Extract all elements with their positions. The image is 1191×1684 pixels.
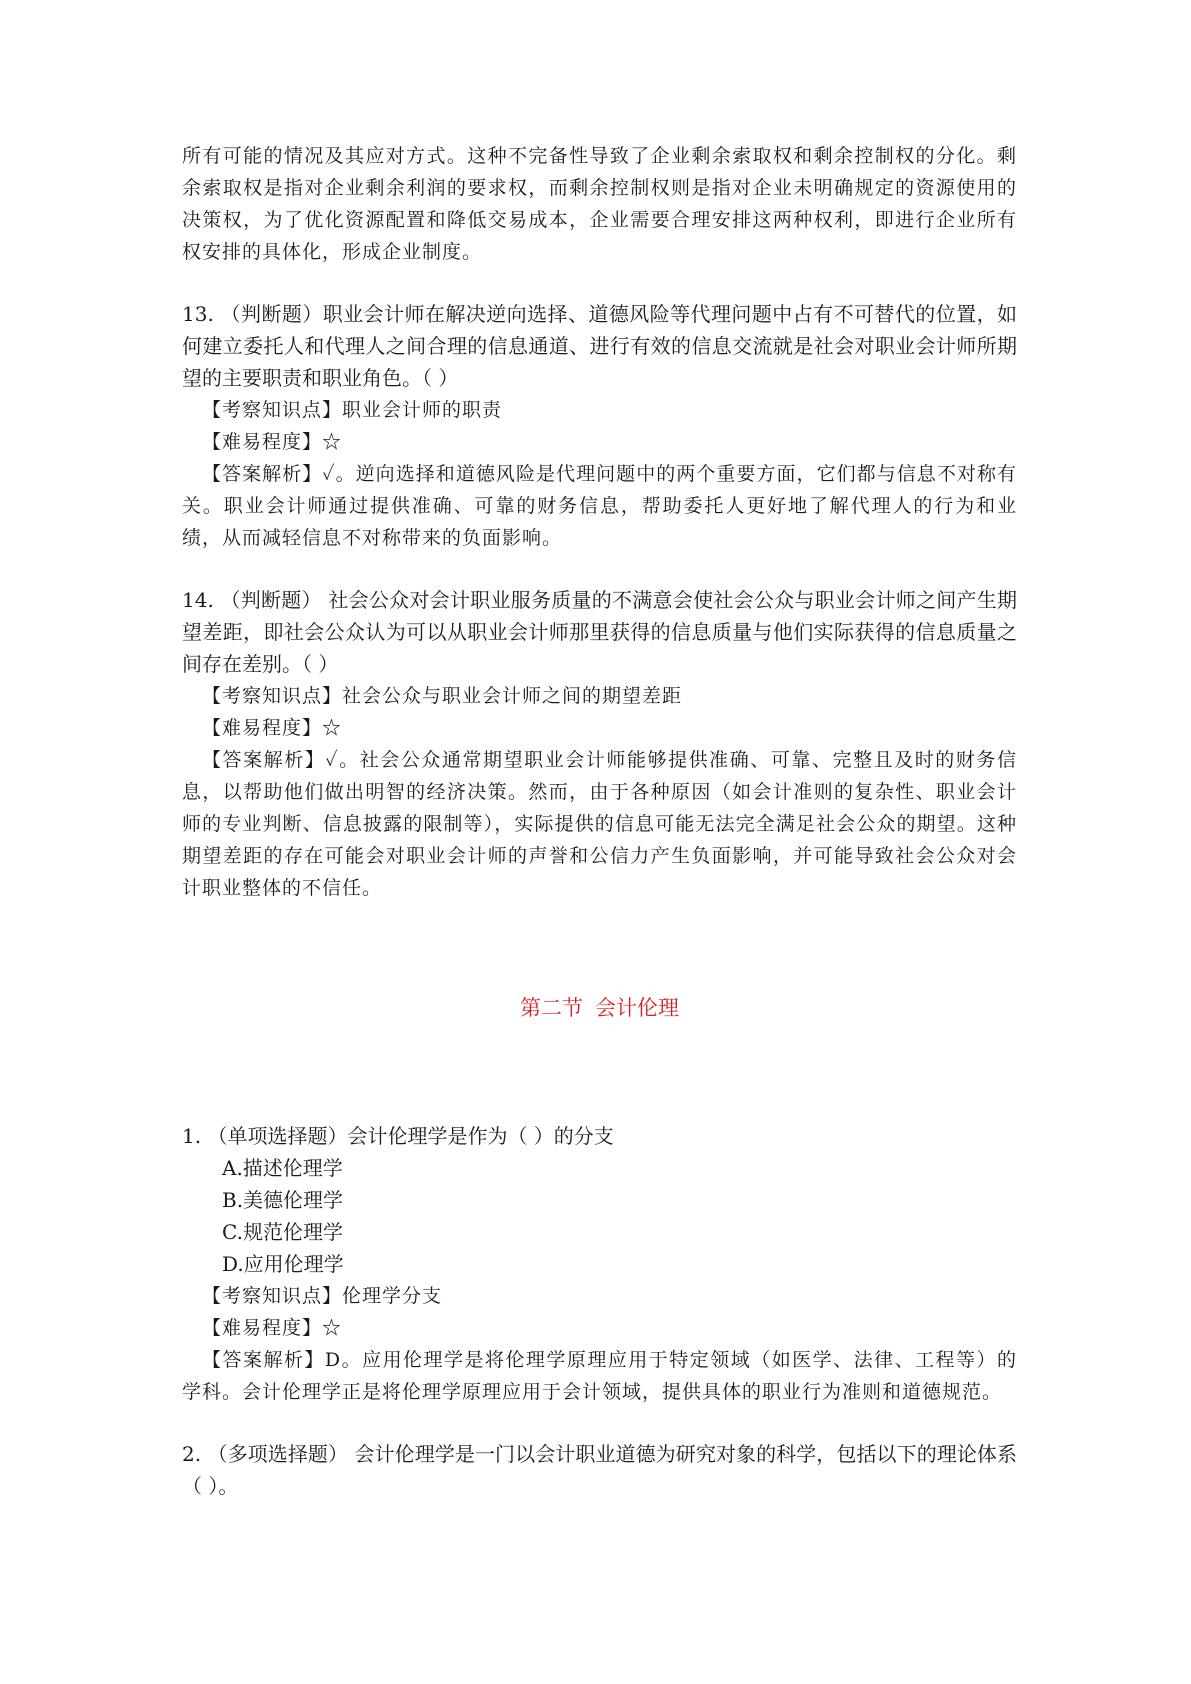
question-number: 13. xyxy=(182,302,214,326)
section-title: 会计伦理 xyxy=(595,996,679,1020)
question-stem xyxy=(182,1120,1017,1152)
analysis-text: ✓。社会公众通常期望职业会计师能够提供准确、可靠、完整且及时的财务信息，以帮助他们做出明智的经济决策。然而，由于各种原因（如会计准则的复杂性、职业会计师的专业判断、信息披露的限制等），实际提供的信息可能无法完全满足社会公众的期望。这种期望差距的存在可能会对职业会计师的声誉和公信力产生负面影响，并可能导致社会公众对会计职业整体的不信任。 xyxy=(182,749,1017,899)
analysis-text: D。应用伦理学是将伦理学原理应用于特定领域（如医学、法律、工程等）的学科。会计伦理学正是将伦理学原理应用于会计领域，提供具体的职业行为准则和道德规范。 xyxy=(182,1349,1017,1403)
question-text: 职业会计师在解决逆向选择、道德风险等代理问题中占有不可替代的位置，如何建立委托人和代理人之间合理的信息通道、进行有效的信息交流就是社会对职业会计师所期望的主要职责和职业角色。（ ） xyxy=(182,302,1018,390)
intro-paragraph: 所有可能的情况及其应对方式。这种不完备性导致了企业剩余索取权和剩余控制权的分化。剩余索取权是指对企业剩余利润的要求权，而剩余控制权则是指对企业未明确规定的资源使用的决策权，为了优化资源配置和降低交易成本，企业需要合理安排这两种权利，即进行企业所有权安排的具体化，形成企业制度。 xyxy=(182,145,1017,263)
knowledge-label: 【考察知识点】 xyxy=(202,685,343,707)
answer-analysis xyxy=(182,744,1017,904)
knowledge-point xyxy=(182,680,1017,712)
question-stem xyxy=(182,298,1017,394)
knowledge-value: 职业会计师的职责 xyxy=(342,399,503,421)
knowledge-value: 伦理学分支 xyxy=(342,1285,443,1307)
option-d: D.应用伦理学 xyxy=(222,1252,344,1276)
option-b: B.美德伦理学 xyxy=(222,1188,344,1212)
difficulty-label: 【难易程度】 xyxy=(202,717,323,739)
knowledge-point xyxy=(182,1280,1017,1312)
question-text: 社会公众对会计职业服务质量的不满意会使社会公众与职业会计师之间产生期望差距，即社会公众认为可以从职业会计师那里获得的信息质量与他们实际获得的信息质量之间存在差别。（ ） xyxy=(182,588,1018,676)
question-type: （判断题） xyxy=(220,302,323,326)
question-number: 14. xyxy=(182,588,214,612)
question-type: （单项选择题） xyxy=(207,1124,348,1148)
knowledge-point xyxy=(182,394,1017,426)
option-a: A.描述伦理学 xyxy=(222,1156,343,1180)
analysis-label: 【答案解析】 xyxy=(202,749,326,771)
difficulty-value: ☆ xyxy=(322,431,343,453)
difficulty xyxy=(182,712,1017,744)
difficulty-value: ☆ xyxy=(322,717,343,739)
question-13 xyxy=(182,298,1017,554)
section2-question-1 xyxy=(182,1120,1017,1408)
question-number: 2. xyxy=(182,1442,202,1466)
analysis-label: 【答案解析】 xyxy=(202,463,323,485)
question-number: 1. xyxy=(182,1124,202,1148)
question-type: （多项选择题） xyxy=(207,1442,349,1466)
question-stem xyxy=(182,1438,1017,1502)
difficulty-value: ☆ xyxy=(322,1317,343,1339)
difficulty-label: 【难易程度】 xyxy=(202,1317,323,1339)
section-heading xyxy=(182,992,1017,1024)
difficulty xyxy=(182,1312,1017,1344)
question-14 xyxy=(182,584,1017,904)
section-number: 第二节 xyxy=(520,996,583,1020)
difficulty-label: 【难易程度】 xyxy=(202,431,323,453)
question-stem xyxy=(182,584,1017,680)
question-text: 会计伦理学是作为（ ）的分支 xyxy=(347,1124,614,1148)
knowledge-label: 【考察知识点】 xyxy=(202,1285,343,1307)
analysis-label: 【答案解析】 xyxy=(202,1349,325,1371)
knowledge-value: 社会公众与职业会计师之间的期望差距 xyxy=(342,685,683,707)
document-page xyxy=(182,140,1017,1502)
knowledge-label: 【考察知识点】 xyxy=(202,399,343,421)
question-text: 会计伦理学是一门以会计职业道德为研究对象的科学，包括以下的理论体系（ ）。 xyxy=(182,1442,1018,1498)
section2-question-2 xyxy=(182,1438,1017,1502)
answer-analysis xyxy=(182,1344,1017,1408)
option-c: C.规范伦理学 xyxy=(222,1220,343,1244)
question-type: （判断题） xyxy=(220,588,322,612)
answer-analysis xyxy=(182,458,1017,554)
analysis-text: ✓。逆向选择和道德风险是代理问题中的两个重要方面，它们都与信息不对称有关。职业会计师通过提供准确、可靠的财务信息，帮助委托人更好地了解代理人的行为和业绩，从而减轻信息不对称带来的负面影响。 xyxy=(182,463,1017,549)
difficulty xyxy=(182,426,1017,458)
